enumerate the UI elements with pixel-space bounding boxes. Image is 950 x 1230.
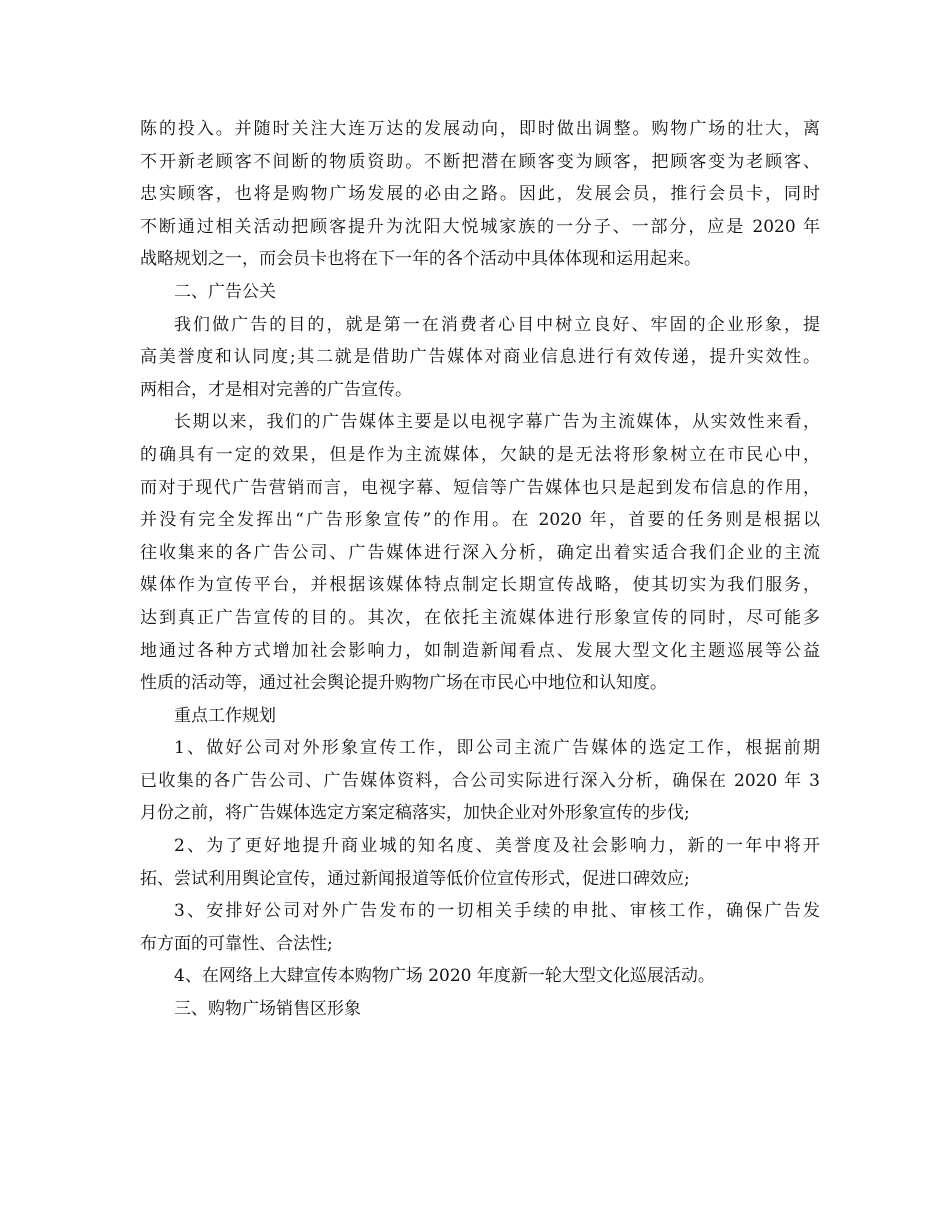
- text-line: 地通过各种方式增加社会影响力，如制造新闻看点、发展大型文化主题巡展等公益: [140, 640, 820, 661]
- paragraph-media-analysis: [140, 406, 820, 699]
- text-line: 3、安排好公司对外广告发布的一切相关手续的申批、审核工作，确保广告发: [174, 901, 820, 922]
- text-line: 2、为了更好地提升商业城的知名度、美誉度及社会影响力，新的一年中将开: [174, 836, 820, 857]
- text-line: 忠实顾客，也将是购物广场发展的必由之路。因此，发展会员，推行会员卡，同时: [140, 184, 820, 205]
- paragraph-plan-item-3: [140, 895, 820, 960]
- text-line: 1、做好公司对外形象宣传工作，即公司主流广告媒体的选定工作，根据前期: [174, 738, 820, 759]
- text-line: 不开新老顾客不间断的物质资助。不断把潜在顾客变为顾客，把顾客变为老顾客、: [140, 151, 820, 172]
- text-line: 4、在网络上大肆宣传本购物广场 2020 年度新一轮大型文化巡展活动。: [174, 966, 715, 987]
- text-line: 性质的活动等，通过社会舆论提升购物广场在市民心中地位和认知度。: [140, 673, 667, 694]
- text-line: 月份之前，将广告媒体选定方案定稿落实，加快企业对外形象宣传的步伐;: [140, 803, 690, 824]
- text-line: 已收集的各广告公司、广告媒体资料，合公司实际进行深入分析，确保在 2020 年 3: [140, 770, 820, 791]
- text-line: 重点工作规划: [174, 705, 276, 726]
- text-line: 达到真正广告宣传的目的。其次，在依托主流媒体进行形象宣传的同时，尽可能多: [140, 607, 820, 628]
- text-line: 两相合，才是相对完善的广告宣传。: [140, 379, 412, 400]
- paragraph-plan-item-2: [140, 830, 820, 895]
- paragraph-heading-key-plan: [140, 700, 820, 733]
- text-line: 陈的投入。并随时关注大连万达的发展动向，即时做出调整。购物广场的壮大，离: [140, 119, 820, 139]
- text-line: 长期以来，我们的广告媒体主要是以电视字幕广告为主流媒体，从实效性来看，: [174, 412, 820, 433]
- text-line: 战略规划之一，而会员卡也将在下一年的各个活动中具体体现和运用起来。: [140, 249, 701, 270]
- text-line: 不断通过相关活动把顾客提升为沈阳大悦城家族的一分子、一部分，应是 2020 年: [140, 216, 820, 237]
- text-line: 我们做广告的目的，就是第一在消费者心目中树立良好、牢固的企业形象，提: [174, 314, 820, 335]
- text-line: 媒体作为宣传平台，并根据该媒体特点制定长期宣传战略，使其切实为我们服务，: [140, 575, 820, 596]
- document-body: [140, 113, 820, 1026]
- paragraph-plan-item-4: [140, 960, 820, 993]
- text-line: 往收集来的各广告公司、广告媒体进行深入分析，确定出着实适合我们企业的主流: [140, 542, 820, 563]
- paragraph-heading-advertising-pr: [140, 276, 820, 309]
- text-line: 二、广告公关: [174, 281, 276, 302]
- text-line: 高美誉度和认同度;其二就是借助广告媒体对商业信息进行有效传递，提升实效性。: [140, 347, 820, 368]
- text-line: 的确具有一定的效果，但是作为主流媒体，欠缺的是无法将形象树立在市民心中，: [140, 444, 820, 465]
- text-line: 而对于现代广告营销而言，电视字幕、短信等广告媒体也只是起到发布信息的作用，: [140, 477, 820, 498]
- paragraph-heading-sales-area-image: [140, 993, 820, 1026]
- text-line: 并没有完全发挥出“广告形象宣传”的作用。在 2020 年，首要的任务则是根据以: [140, 510, 820, 531]
- text-line: 布方面的可靠性、合法性;: [140, 933, 333, 954]
- text-line: 三、购物广场销售区形象: [174, 999, 361, 1020]
- text-line: 拓、尝试利用舆论宣传，通过新闻报道等低价位宣传形式，促进口碑效应;: [140, 868, 690, 889]
- paragraph-advertising-purpose: [140, 309, 820, 407]
- paragraph-plan-item-1: [140, 732, 820, 830]
- paragraph-continued-investment: [140, 113, 820, 276]
